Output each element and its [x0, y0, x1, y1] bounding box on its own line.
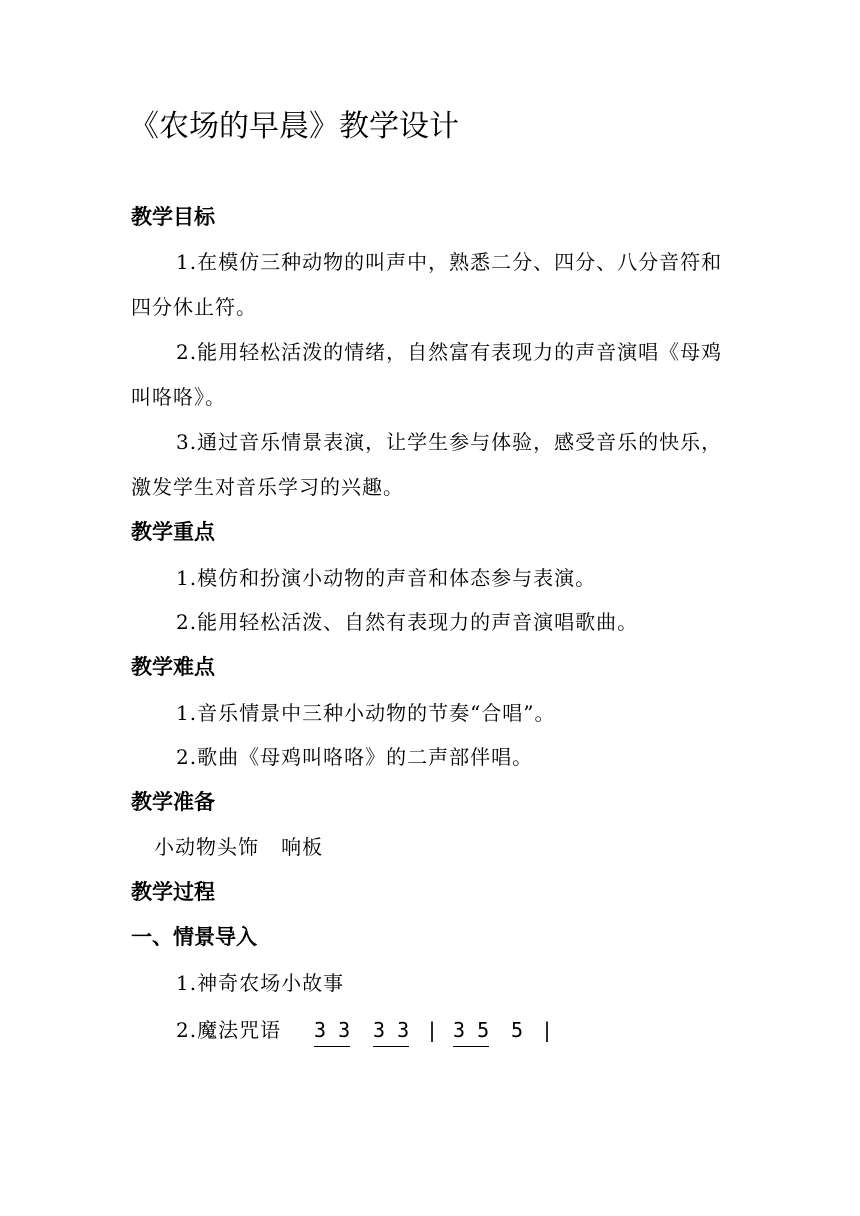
process-item-1: 1.神奇农场小故事	[176, 971, 345, 995]
section-heading-goals: 教学目标	[131, 205, 215, 229]
process-sub-heading: 一、情景导入	[131, 925, 257, 949]
bar-line-1: |	[426, 1018, 439, 1042]
section-heading-key-points: 教学重点	[131, 520, 215, 544]
rhythm-group-1: 3 3	[314, 1015, 350, 1047]
rhythm-group-2: 3 3	[373, 1015, 409, 1047]
section-heading-process: 教学过程	[131, 880, 215, 904]
bar-line-2: |	[541, 1018, 554, 1042]
preparation-text: 小动物头饰 响板	[154, 835, 324, 859]
goal-item-2: 2.能用轻松活泼的情绪，自然富有表现力的声音演唱《母鸡叫咯咯》。	[131, 340, 723, 409]
section-heading-preparation: 教学准备	[131, 790, 215, 814]
section-heading-difficulties: 教学难点	[131, 655, 215, 679]
difficulty-item-1: 1.音乐情景中三种小动物的节奏“合唱”。	[176, 701, 556, 725]
key-point-item-2: 2.能用轻松活泼、自然有表现力的声音演唱歌曲。	[176, 610, 639, 634]
goal-item-3: 3.通过音乐情景表演，让学生参与体验，感受音乐的快乐，激发学生对音乐学习的兴趣。	[131, 430, 723, 499]
goal-item-1: 1.在模仿三种动物的叫声中，熟悉二分、四分、八分音符和四分休止符。	[131, 250, 723, 319]
rhythm-group-3: 3 5	[453, 1015, 489, 1047]
key-point-item-1: 1.模仿和扮演小动物的声音和体态参与表演。	[176, 566, 597, 590]
rhythm-note-4: 5	[511, 1018, 524, 1042]
document-title: 《农场的早晨》教学设计	[129, 109, 459, 144]
process-item-2: 2.魔法咒语	[176, 1018, 282, 1042]
difficulty-item-2: 2.歌曲《母鸡叫咯咯》的二声部伴唱。	[176, 745, 534, 769]
